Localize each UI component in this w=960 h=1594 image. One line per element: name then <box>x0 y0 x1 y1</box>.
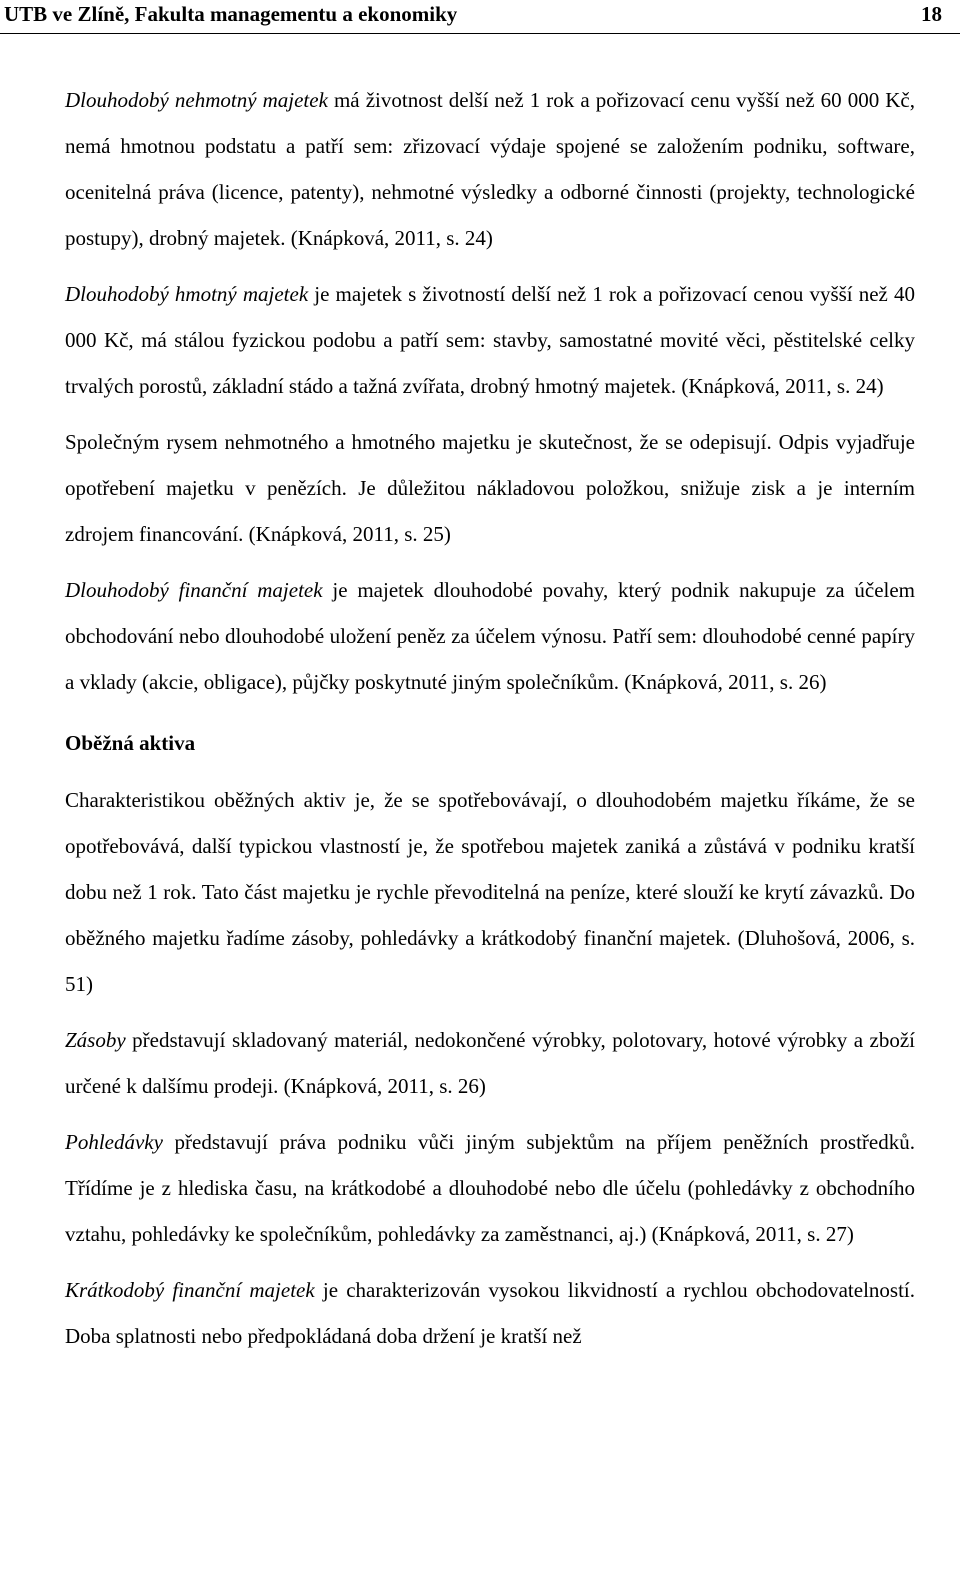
paragraph-pohledavky <box>65 1119 915 1257</box>
paragraph-odpisy <box>65 419 915 557</box>
paragraph-text: představují práva podniku vůči jiným subjektům na příjem peněžních prostředků. Třídíme je z hlediska času, na krátkodobé a dlouhodobé nebo dle účelu (pohledávky z obchodního vztahu, pohledávky ke společníkům, pohledávky za zaměstnanci, aj.) (Knápková, 2011, s. 27) <box>65 1130 915 1246</box>
section-heading: Oběžná aktiva <box>65 731 196 755</box>
paragraph-zasoby <box>65 1017 915 1109</box>
paragraph-obezna-aktiva <box>65 777 915 1007</box>
paragraph-text: představují skladovaný materiál, nedokončené výrobky, polotovary, hotové výrobky a zboží určené k dalšímu prodeji. (Knápková, 2011, s. 26) <box>65 1028 915 1098</box>
term-label: Zásoby <box>65 1028 126 1052</box>
term-label: Krátkodobý finanční majetek <box>65 1278 315 1302</box>
paragraph-dlouhodoby-nehmotny-majetek <box>65 77 915 261</box>
paragraph-dlouhodoby-financni-majetek <box>65 567 915 705</box>
page-number: 18 <box>921 2 942 26</box>
header-title: UTB ve Zlíně, Fakulta managementu a ekonomiky <box>4 2 458 26</box>
paragraph-dlouhodoby-hmotny-majetek <box>65 271 915 409</box>
paragraph-kratkodoby-financni-majetek <box>65 1267 915 1359</box>
paragraph-text: Společným rysem nehmotného a hmotného majetku je skutečnost, že se odepisují. Odpis vyjadřuje opotřebení majetku v penězích. Je důležitou nákladovou položkou, snižuje zisk a je interním zdrojem financování. (Knápková, 2011, s. 25) <box>65 430 915 546</box>
paragraph-text: má životnost delší než 1 rok a pořizovací cenu vyšší než 60 000 Kč, nemá hmotnou podstatu a patří sem: zřizovací výdaje spojené se založením podniku, software, ocenitelná práva (licence, patenty), nehmotné výsledky a odborné činnosti (projekty, technologické postupy), drobný majetek. (Knápková, 2011, s. 24) <box>65 88 915 250</box>
page-header <box>0 0 960 34</box>
term-label: Dlouhodobý hmotný majetek <box>65 282 309 306</box>
paragraph-text: je majetek dlouhodobé povahy, který podnik nakupuje za účelem obchodování nebo dlouhodobé uložení peněz za účelem výnosu. Patří sem: dlouhodobé cenné papíry a vklady (akcie, obligace), půjčky poskytnuté jiným společníkům. (Knápková, 2011, s. 26) <box>65 578 916 694</box>
term-label: Pohledávky <box>65 1130 163 1154</box>
document-body <box>65 77 915 1359</box>
paragraph-text: je majetek s životností delší než 1 rok a pořizovací cenou vyšší než 40 000 Kč, má stálou fyzickou podobu a patří sem: stavby, samostatné movité věci, pěstitelské celky trvalých porostů, základní stádo a tažná zvířata, drobný hmotný majetek. (Knápková, 2011, s. 24) <box>65 282 915 398</box>
paragraph-text: je charakterizován vysokou likvidností a rychlou obchodovatelností. Doba splatnosti nebo předpokládaná doba držení je kratší než <box>65 1278 915 1348</box>
paragraph-text: Charakteristikou oběžných aktiv je, že se spotřebovávají, o dlouhodobém majetku říkáme, že se opotřebovává, další typickou vlastností je, že spotřebou majetek zaniká a zůstává v podniku kratší dobu než 1 rok. Tato část majetku je rychle převoditelná na peníze, které slouží ke krytí závazků. Do oběžného majetku řadíme zásoby, pohledávky a krátkodobý finanční majetek. (Dluhošová, 2006, s. 51) <box>65 788 915 996</box>
term-label: Dlouhodobý nehmotný majetek <box>65 88 328 112</box>
term-label: Dlouhodobý finanční majetek <box>65 578 323 602</box>
